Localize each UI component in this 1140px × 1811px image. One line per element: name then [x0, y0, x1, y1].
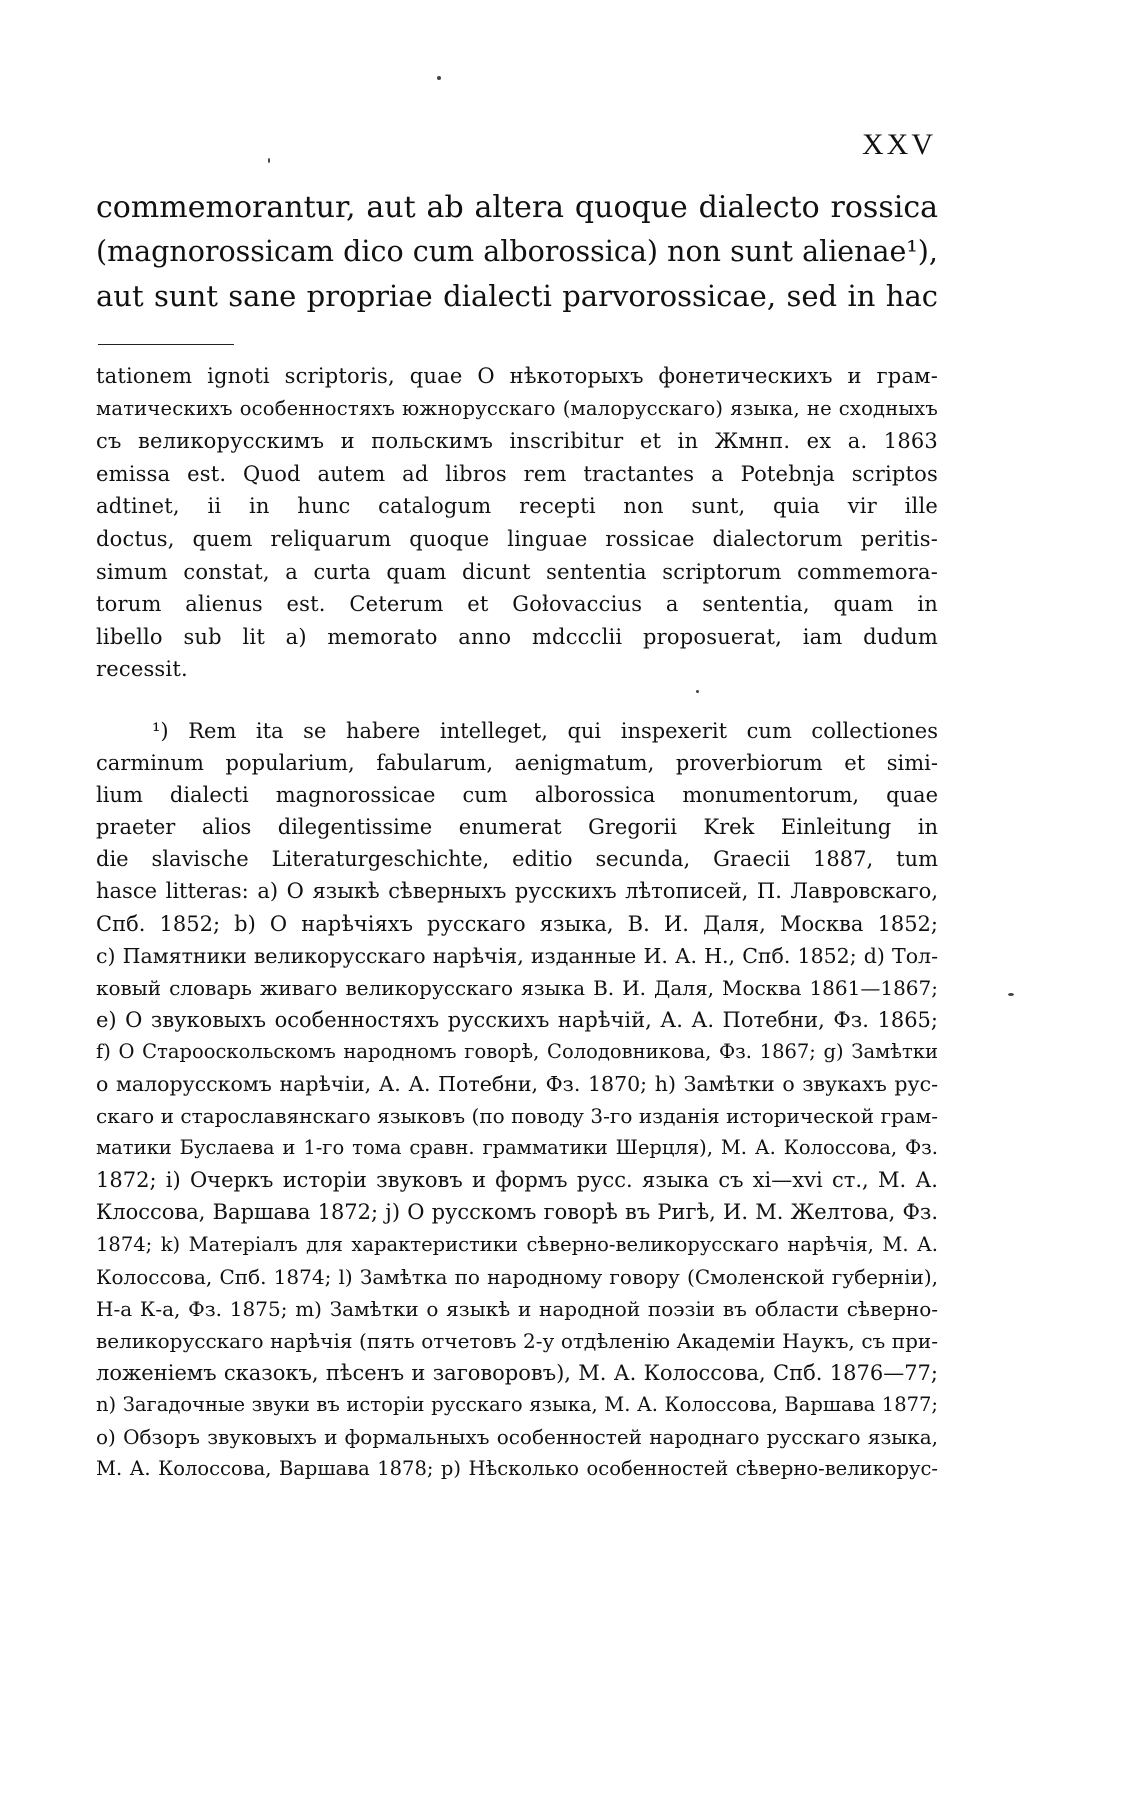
footnote-line: e) О звуковыхъ особенностяхъ русскихъ нарѣчій, А. А. Потебни, Фз. 1865; [96, 1007, 938, 1032]
footnote-line: съ великорусскимъ и польскимъ inscribitur et in Жмнп. ex a. 1863 [96, 429, 938, 454]
print-speck [437, 76, 441, 80]
footnote-line: скаго и старославянскаго языковъ (по поводу 3-го изданія исторической грам- [96, 1104, 938, 1129]
footnote-line: ковый словарь живаго великорусскаго языка В. И. Даля, Москва 1861—1867; [96, 975, 938, 1000]
footnote-line: tationem ignoti scriptoris, quae O нѣкоторыхъ фонетическихъ и грам- [96, 364, 938, 388]
print-speck [268, 158, 270, 163]
footnote-line: emissa est. Quod autem ad libros rem tractantes a Potebnja scriptos [96, 461, 938, 486]
footnote-line: М. А. Колоссова, Варшава 1878; p) Нѣсколько особенностей сѣверно-великорус- [96, 1457, 938, 1481]
footnote-line: f) О Старооскольскомъ народномъ говорѣ, Солодовникова, Фз. 1867; g) Замѣтки [96, 1039, 938, 1063]
footnote-line: doctus, quem reliquarum quoque linguae rossicae dialectorum peritis- [96, 526, 938, 551]
footnote-line: lium dialecti magnorossicae cum alborossica monumentorum, quae [96, 783, 938, 808]
footnote-line: великорусскаго нарѣчія (пять отчетовъ 2-у отдѣленію Академіи Наукъ, съ при- [96, 1328, 938, 1353]
footnote-1 [96, 715, 938, 1485]
footnote-line: die slavische Literaturgeschichte, editio secunda, Graecii 1887, tum [96, 847, 938, 872]
main-body-text [96, 186, 938, 318]
footnote-line: матическихъ особенностяхъ южнорусскаго (малорусскаго) языка, не сходныхъ [96, 396, 938, 420]
footnote-line: Спб. 1852; b) О нарѣчіяхъ русскаго языка, В. И. Даля, Москва 1852; [96, 911, 938, 936]
footnote-line: o) Обзоръ звуковыхъ и формальныхъ особенностей народнаго русскаго языка, [96, 1425, 938, 1450]
footnote-marker: ¹) [152, 719, 169, 743]
footnote-line: adtinet, ii in hunc catalogum recepti non sunt, quia vir ille [96, 494, 938, 519]
footnote-continuation [96, 360, 938, 686]
body-line: commemorantur, aut ab altera quoque dialecto rossica [96, 190, 938, 225]
body-line: (magnorossicam dico cum alborossica) non sunt alienae¹), [96, 235, 938, 268]
footnote-line: 1874; k) Матеріалъ для характеристики сѣверно-великорусскаго нарѣчія, М. А. [96, 1232, 938, 1256]
footnote-separator-rule [98, 344, 234, 345]
print-speck [696, 690, 699, 693]
footnote-line: ложеніемъ сказокъ, пѣсенъ и заговоровъ), М. А. Колоссова, Спб. 1876—77; [96, 1360, 938, 1385]
footnote-line: о малорусскомъ нарѣчіи, А. А. Потебни, Фз. 1870; h) Замѣтки о звукахъ рус- [96, 1072, 938, 1097]
footnote-line: carminum popularium, fabularum, aenigmatum, proverbiorum et simi- [96, 751, 938, 776]
footnote-line: simum constat, a curta quam dicunt sententia scriptorum commemora- [96, 559, 938, 584]
footnote-line: praeter alios dilegentissime enumerat Gregorii Krek Einleitung in [96, 815, 938, 840]
print-speck [1008, 993, 1014, 996]
footnote-line: Колоссова, Спб. 1874; l) Замѣтка по народному говору (Смоленской губерніи), [96, 1264, 938, 1289]
footnote-line: матики Буслаева и 1-го тома сравн. грамматики Шерцля), М. А. Колоссова, Фз. [96, 1136, 938, 1160]
footnote-line: Клоссова, Варшава 1872; j) О русскомъ говорѣ въ Ригѣ, И. М. Желтова, Фз. [96, 1200, 938, 1225]
page-number: XXV [862, 128, 936, 161]
footnote-line: torum alienus est. Ceterum et Gołovaccius a sententia, quam in [96, 592, 938, 617]
footnote-line: n) Загадочные звуки въ исторіи русскаго языка, М. А. Колоссова, Варшава 1877; [96, 1392, 938, 1416]
footnote-line: libello sub lit a) memorato anno mdccclii proposuerat, iam dudum [96, 624, 938, 649]
footnote-line: hasce litteras: a) О языкѣ сѣверныхъ русскихъ лѣтописей, П. Лавровскаго, [96, 879, 938, 904]
footnote-line: 1872; i) Очеркъ исторіи звуковъ и формъ русс. языка съ xi—xvi ст., М. А. [96, 1168, 938, 1193]
footnote-first-line [96, 715, 938, 747]
footnote-line-text: Rem ita se habere intelleget, qui inspexerit cum collectiones [188, 719, 938, 743]
footnote-line: recessit. [96, 657, 188, 682]
footnote-line: c) Памятники великорусскаго нарѣчія, изданные И. А. Н., Спб. 1852; d) Тол- [96, 943, 938, 968]
body-line: aut sunt sane propriae dialecti parvorossicae, sed in hac [96, 279, 938, 313]
footnote-line: Н-а К-а, Фз. 1875; m) Замѣтки о языкѣ и народной поэзіи въ области сѣверно- [96, 1296, 938, 1321]
